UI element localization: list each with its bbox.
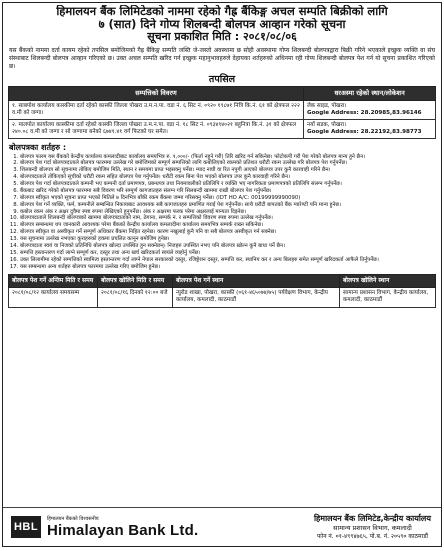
term-item: 5. बोलपत्र पेश गर्दा बोलपत्रदाताले कम्पनी भए कम्पनी दर्ता प्रमाणपत्र, प्रबन्धपत्र तथा नियमावलीको प्रतिलिपि र व्यक्ति भए नागरिकता प्रमाणपत्रको प्रतिलिपि संलग्न गर्नुपर्नेछ। (20, 181, 435, 188)
asset-location: लेक साइड, पोखरा। (307, 102, 347, 109)
term-item: 9. कबोल रकम अंक र अक्षर दुवैमा स्पष्ट रुपमा लेखिएको हुनुपर्नेछ। अंक र अक्षरमा फरक परेमा अक्षरलाई मान्यता दिइनेछ। (20, 209, 435, 216)
assets-col-description: सम्पत्तिको विवरण (9, 87, 304, 100)
bank-department: सामान्य प्रशासन विभाग, कमलादी (333, 524, 412, 533)
term-item: 6. बैंकबाट खरिद गरेको बोलपत्र फारममा सबै विवरण भरि सम्पूर्ण कागजातहरु संलग्न गरि सिलबन्दी खाममा राखी बोलपत्र पेश गर्नुपर्नेछ। (20, 188, 435, 195)
submit-deadline: २०८१/०८/१२ कार्यालय समयसम्म (9, 288, 98, 308)
opening-time: २०८१/०८/१६ दिनको १२:०० बजे (98, 288, 173, 308)
term-item: 17. यस सम्बन्धमा अन्य शर्तहरु बोलपत्र फारममा उल्लेख गरिए बमोजिम हुनेछ। (20, 264, 435, 271)
term-item: 11. बोलपत्र सम्बन्धमा थप जानकारी आवश्यक परेमा बैंकको केन्द्रीय कार्यालय कमलादीमा कार्यालय समयभित्र सम्पर्क राख्न सकिनेछ। (20, 222, 435, 229)
notice-title-line1: हिमालयन बैंक लिमिटेडको नाममा रहेको गैह्र बैंकिङ्ग अचल सम्पति बिक्रीको लागि (56, 5, 388, 18)
publication-date: सूचना प्रकाशित मिति : २०८१/०८/०६ (147, 30, 297, 44)
table-row (9, 288, 436, 308)
terms-heading: बोलपत्रका शर्तहरु : (9, 142, 67, 152)
hbl-logo: HBL (11, 516, 41, 538)
assets-table (8, 86, 436, 138)
asset-google-address: Google Address: 28.20985,83.96146 (307, 109, 422, 116)
bank-phone-pobox: फोन नं. ०१-४९९४७६५, पो.ब. नं. २०५९० काठमाडौं (317, 532, 428, 540)
asset-location-cell (304, 100, 436, 119)
bank-name-en: Himalayan Bank Ltd. (47, 521, 199, 539)
intro-paragraph: यस बैंकको नाममा दर्ता कायम रहेको तपसिल बमोजिमको गैह्र बैंकिङ्ग सम्पति जस्ति जे-जस्तो अवस्थामा छ सोही अवस्थामा गोप्य शिलबन्दी बोलपत्रद्वारा बिक्री गरिने भएकाले इच्छुक व्यक्ति वा संघ संस्थाबाट शिलबन्दी बोलपत्र आव्हान गरिएको छ। उक्त अचल सम्पति खरिद गर्न इच्छुक महानुभावहरुले देहायका शर्तहरुको अधिनमा रही गोप्य शिलबन्दी बोलपत्र पेश गर्न यो सूचना प्रकाशित गरिएको छ। (9, 47, 435, 70)
tapsil-heading: तपसिल (208, 74, 236, 86)
schedule-col-submit-deadline: बोलपत्र पेश गर्ने अन्तिम मिति र समय (9, 275, 98, 288)
asset-location: नयाँ सडक, पोखरा। (307, 121, 347, 128)
bank-tagline: हिमालयन बैंकको विश्वसनीय (47, 515, 99, 522)
schedule-col-opening-time: बोलपत्र खोलिने मिति र समय (98, 275, 173, 288)
asset-description: २. मालपोत कार्यालय कास्कीमा दर्ता रहेको कास्की जिल्ला पोखरा उ.म.न.पा. वडा नं. १८ सिट नं. ०९३४९४०२१ बहुनित्रा कि.नं. ३१ को क्षेत्रफल २४०.०८ व.मी को जग्गा र सो जग्गामा बनेको ६७४१.४१ वर्ग फिटको घर समेत। (9, 119, 304, 138)
term-item: 12. बोलपत्र स्वीकृत वा अस्वीकृत गर्ने सम्पूर्ण अधिकार बैंकमा निहित रहनेछ। कारण नखुलाई कुनै पनि वा सबै बोलपत्र अस्वीकृत गर्न सक्नेछ। (20, 229, 435, 236)
bank-contact-block (314, 514, 431, 541)
term-item: 8. बोलपत्र पेश गर्ने व्यक्ति, फर्म, कम्पनीले सम्बन्धित निकायबाट आवश्यक सबै कागजातहरु प्रमाणित गराई पेश गर्नुपर्नेछ। साथै धरौटी बापतको बैंक ग्यारेण्टी पनि मान्य हुनेछ। (20, 202, 435, 209)
term-item: 4. बोलपत्रदाताले तोकिएको सूचीको धरौटी रकम सहित बोलपत्र पेश गर्नुपर्नेछ। धरौटी रकम बिना पेश भएको बोलपत्र उपर कुनै कारवाही गरिने छैन। (20, 174, 435, 181)
term-item: 1. बोलपत्र फारम यस बैंकको केन्द्रीय कार्यालय कमलादीबाट कार्यालय समयभित्र रु. १,०००/- (फिर्ता नहुने गरी) तिरि खरिद गर्न सकिनेछ। फोटोकपी गरी पेश गरेको बोलपत्र मान्य हुने छैन। (20, 154, 435, 161)
schedule-table-header (9, 275, 436, 288)
assets-table-header (9, 87, 436, 100)
table-row (9, 100, 436, 119)
notice-title-line2: ७ (सात) दिने गोप्य शिलबन्दी बोलपत्र आव्हान गरेको सूचना (98, 18, 346, 32)
term-item: 16. उक्त लिलामीमा रहेको सम्पत्तिको स्वामित्व हस्तान्तरण गर्दा लाग्ने नेपाल सरकारको दस्तुर, रजिष्ट्रेशन दस्तुर, सम्पत्ति कर, स्थानिय कर र अन्य बिलहरु समेत सम्पूर्ण खरिदकर्ता आफैले तिर्नुपर्नेछ। (20, 257, 435, 264)
notice-page (2, 2, 442, 547)
notice-footer (3, 507, 441, 546)
submit-place: न्युरोड शाखा, पोखरा, कास्की (०६१-४६५०७४/७५) पर्यवेक्षण विभाग, केन्द्रीय कार्यालय, कमलादी, काठमाडौं (173, 288, 340, 308)
asset-location-cell (304, 119, 436, 138)
term-item: 13. यस सूचनामा उल्लेख नभएका कुराहरुको हकमा प्रचलित कानून बमोजिम हुनेछ। (20, 236, 435, 243)
bank-office: हिमालयन बैंक लिमिटेड,केन्द्रीय कार्यालय (313, 513, 431, 523)
table-row (9, 119, 436, 138)
opening-place: सामान्य प्रशासन विभाग, केन्द्रीय कार्यालय, कमलादी, काठमाडौं (340, 288, 436, 308)
term-item: 3. शिलबन्दी बोलपत्र सो सूचनामा तोकिए बमोजिम मिति, स्थान र समयमा प्राप्त भइसक्नु पर्नेछ। म्याद नाघी वा रित नपुगी आएको बोलपत्र उपर कुनै कारवाही गरिने छैन। (20, 167, 435, 174)
terms-list (3, 154, 441, 271)
bank-logo-text (47, 516, 198, 539)
schedule-col-submit-place: बोलपत्र पेश गर्ने स्थान (173, 275, 340, 288)
assets-col-location: धरअस्मा रहेको स्थान/लोकेशन (304, 87, 436, 100)
schedule-table (8, 274, 436, 307)
term-item: 2. बोलपत्र पेश गर्दा बोलपत्रदाताले बोलपत्र फारममा उल्लेख गरे बमोजिमको सम्पूर्ण सम्पत्तिको लागि कबोलिएको रकमको प्रतिशत धरौटी रकम उल्लेख गरि बोलपत्र पेश गर्नुपर्नेछ। (20, 160, 435, 167)
asset-google-address: Google Address: 28.22192,83.98773 (307, 128, 422, 135)
asset-description: १. साबपोश कार्यालय कास्कीमा दर्ता रहेको कास्की जिल्ला पोखरा उ.म.न.पा. वडा नं. ६ सिट नं. ०९२० १९८७१ नित्रि कि.नं. ६१ को क्षेत्रफल २२२ व.मी को जग्गा। (9, 100, 304, 119)
term-item: 15. सम्पत्ति हस्तान्तरण गर्दा लाग्ने सम्पूर्ण कर, दस्तुर तथा अन्य खर्च खरिदकर्ता स्वयंले व्यहोर्नु पर्नेछ। (20, 250, 435, 257)
notice-header (3, 3, 441, 44)
term-item: 14. बोलपत्रदाता स्वयं वा निजको प्रतिनिधि बोलपत्र खोल्दा उपस्थित हुन सक्नेछन्। निजहरु उपस्थित नभए पनि बोलपत्र खोल्न कुनै बाधा पर्ने छैन। (20, 243, 435, 250)
term-item: 10. बोलपत्रदाताले शिलबन्दी बोलपत्रको खाममा बोलपत्रदाताको नाम, ठेगाना, सम्पर्क नं. र सम्पत्तिको विवरण स्पष्ट रुपमा उल्लेख गर्नुपर्नेछ। (20, 215, 435, 222)
schedule-col-opening-place: बोलपत्र खोलिने स्थान (340, 275, 436, 288)
term-item: 7. बोलपत्र स्वीकृत भएको सूचना प्राप्त भएको मितिले ७ दिनभित्र बाँकी रकम बैंकमा जम्मा गरिसक्नु पर्नेछ। (IDT HO A/C: 00199999990090) (20, 195, 435, 202)
